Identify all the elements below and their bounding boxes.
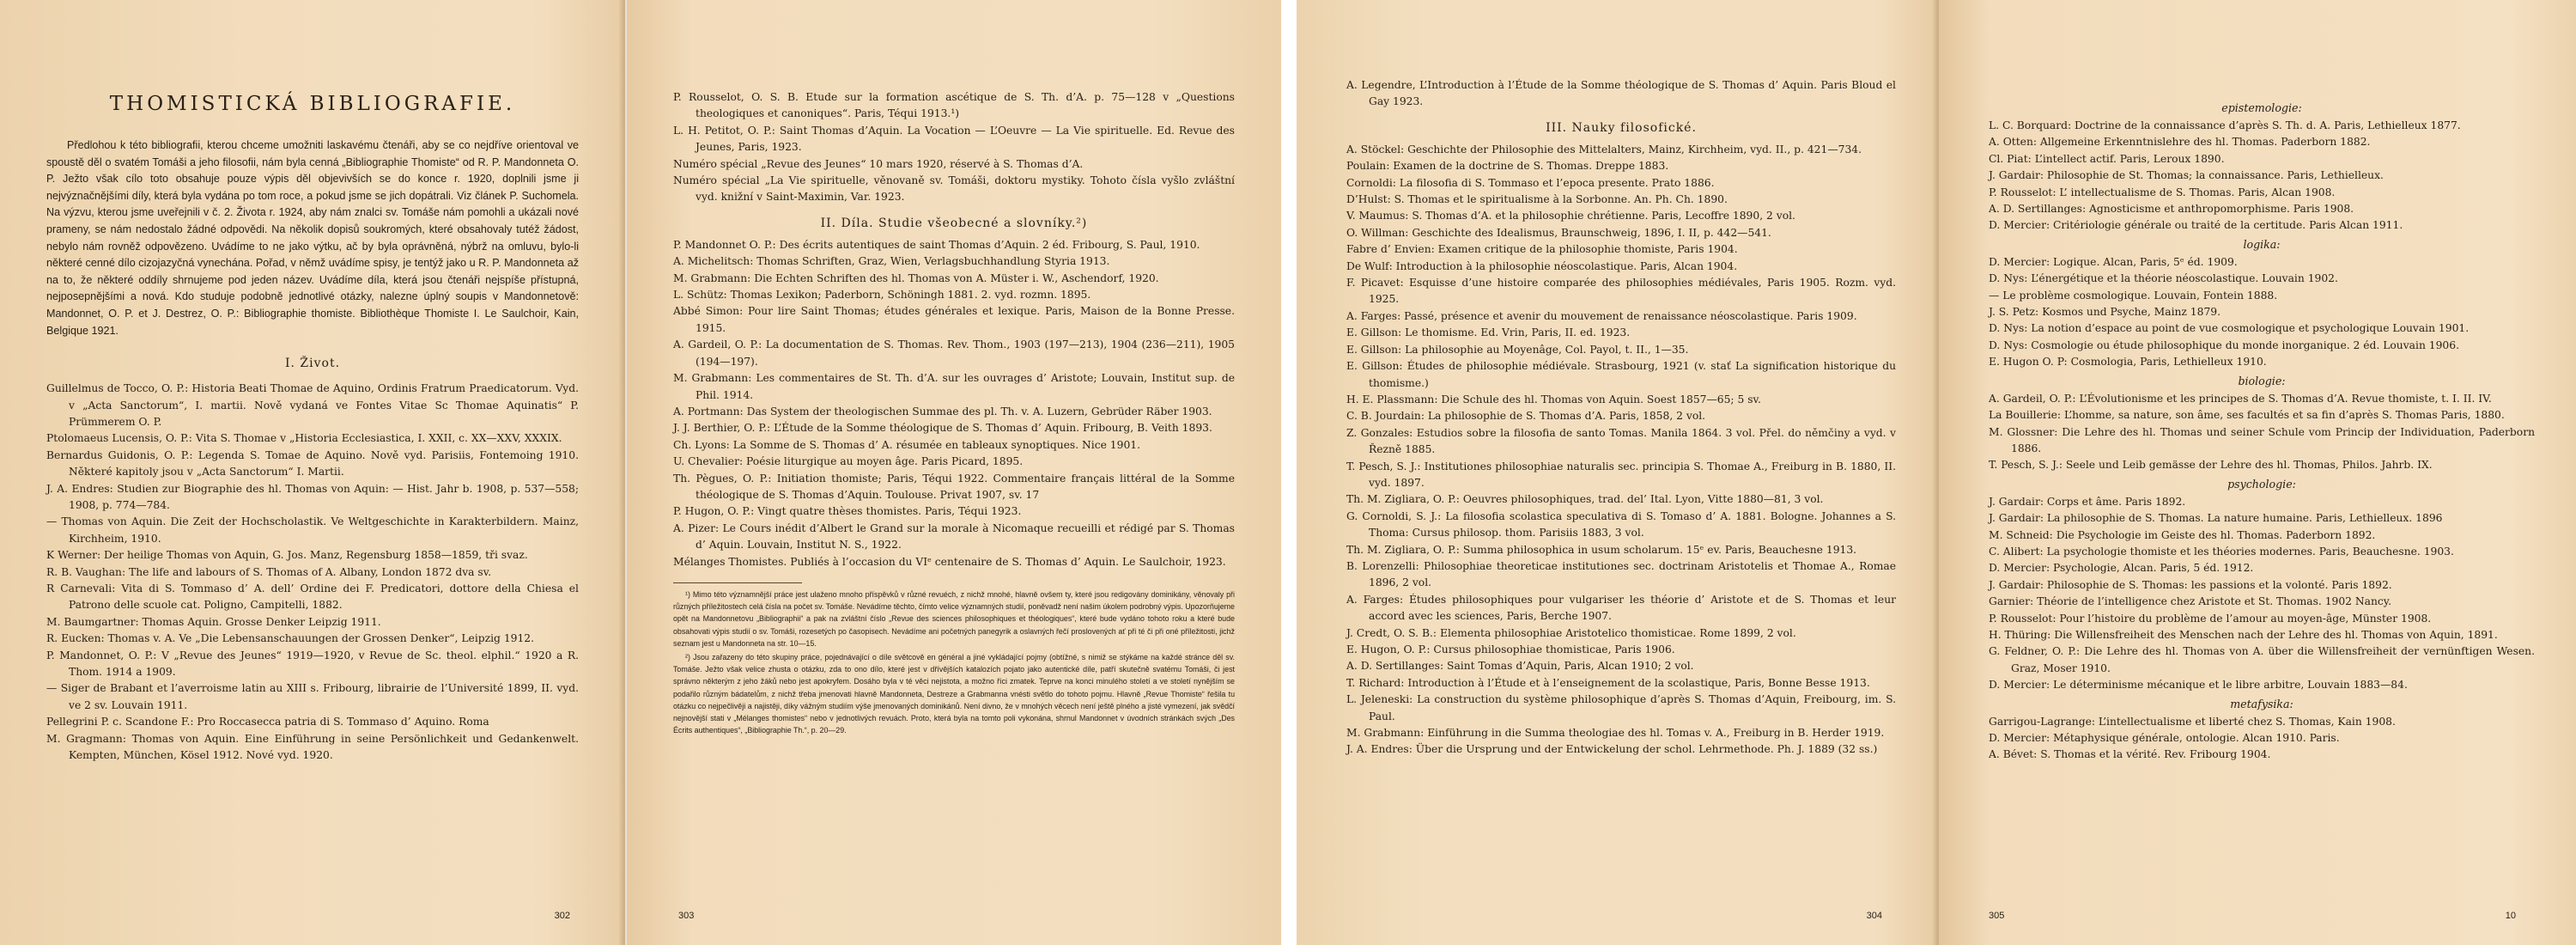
bib-entry: Th. Pègues, O. P.: Initiation thomiste; Paris, Téqui 1922. Commentaire français littéral de la Somme théologique de S. Thomas d’Aquin. Toulouse. Privat 1907, sv. 17 [673, 472, 1235, 501]
bib-entry: — Thomas von Aquin. Die Zeit der Hochscholastik. Ve Weltgeschichte in Karakterbildern. Mainz, Kirchheim, 1910. [46, 515, 579, 545]
category-heading: metafysika: [2230, 697, 2293, 710]
bib-entry: R. B. Vaughan: The life and labours of S. Thomas of A. Albany, London 1872 dva sv. [46, 565, 492, 578]
bib-entry: A. Farges: Études philosophiques pour vulgariser les théorie d’ Aristote et de S. Thomas et leur accord avec les sciences, Paris, Berche 1907. [1346, 593, 1896, 623]
bib-entry: J. J. Berthier, O. P.: L’Étude de la Somme théologique de S. Thomas d’ Aquin. Fribourg, B. Veith 1893. [673, 422, 1212, 435]
bib-entry: E. Hugon, O. P.: Cursus philosophiae thomisticae, Paris 1906. [1346, 643, 1675, 655]
group-biology [1989, 375, 2535, 474]
bib-entry: La Bouillerie: L’homme, sa nature, son âme, ses facultés et sa fin d’après S. Thomas Paris, 1880. [1989, 409, 2505, 422]
bib-entry: R Carnevali: Vita di S. Tommaso d’ A. dell’ Ordine dei F. Predicatori, dottore della Chiesa el Patrono delle scuole cat. Poligno, Campitelli, 1882. [46, 582, 579, 612]
bib-entry: M. Glossner: Die Lehre des hl. Thomas und seiner Schule vom Princip der Individuation, Paderborn 1886. [1989, 425, 2535, 454]
bib-entry: D. Nys: La notion d’espace au point de vue cosmologique et psychologique Louvain 1901. [1989, 322, 2470, 335]
category-entries [1989, 494, 2535, 694]
bib-entry: Poulain: Examen de la doctrine de S. Thomas. Dreppe 1883. [1346, 160, 1669, 173]
life-entries-continued [673, 89, 1235, 206]
bib-entry: L. Schütz: Thomas Lexikon; Paderborn, Schöningh 1881. 2. vyd. rozmn. 1895. [673, 289, 1091, 302]
bib-entry: G. Feldner, O. P.: Die Lehre des hl. Thomas von A. über die Willensfreiheit der vernünftigen Wesen. Graz, Moser 1910. [1989, 645, 2535, 674]
bib-entry: H. Thüring: Die Willensfreiheit des Menschen nach der Lehre des hl. Thomas von Aquin, 1891. [1989, 628, 2498, 641]
bib-entry: P. Mandonnet O. P.: Des écrits autentiques de saint Thomas d’Aquin. 2 éd. Fribourg, S. Paul, 1910. [673, 238, 1200, 251]
bib-entry: F. Picavet: Esquisse d’une histoire comparée des philosophies médiévales, Paris 1905. Rozm. vyd. 1925. [1346, 277, 1896, 306]
sheet-gap [1281, 0, 1297, 945]
bib-entry: M. Baumgartner: Thomas Aquin. Grosse Denker Leipzig 1911. [46, 615, 381, 628]
bib-entry: De Wulf: Introduction à la philosophie néoscolastique. Paris, Alcan 1904. [1346, 259, 1738, 272]
bib-entry: Th. M. Zigliara, O. P.: Oeuvres philosophiques, trad. del’ Ital. Lyon, Vitte 1880—81, 3 vol. [1346, 493, 1824, 506]
page-number: 305 [1989, 911, 2005, 921]
bib-entry: Fabre d’ Envien: Examen critique de la philosophie thomiste, Paris 1904. [1346, 243, 1738, 256]
works-entries-continued [1346, 77, 1896, 111]
bib-entry: E. Gillson: Études de philosophie médiévale. Strasbourg, 1921 (v. stať La signification historique du thomisme.) [1346, 360, 1896, 389]
category-entries [1989, 714, 2535, 764]
bib-entry: Guillelmus de Tocco, O. P.: Historia Beati Thomae de Aquino, Ordinis Fratrum Praedicatorum. Vyd. v „Acta Sanctorum“, I. martii. Nově vydaná ve Fontes Vitae Sc Thomae Aquinatis“ P. Prümmerem O. P. [46, 382, 579, 428]
group-logic [1989, 238, 2535, 371]
footnote: ¹) Mimo této významnější práce jest ulaženo mnoho příspěvků v různé revuéch, z nichž mnohé, hlavně ovšem ty, které jsou redigovány dominikány, věnovaly při různých příležitostech celá čísla na počet sv. Tomáše. Nevádíme těchto, čímto velice významných studií, poněvadž není našim úkolem podrobný výpis. Upozorňujeme opět na Mandonnetovu „Bibliographii“ a pak na zvláštní číslo „Revue des sciences philosophiques et théologiques“, které bude vydáno tohoto roku a které bude obsahovati výpis studií o sv. Tomáši, rozesetých po časopisech. Nevádíme ani početných panegyrik a oslavných řečí proslovených ať při té či při oné příležitosti, jichž seznam jest u Mandonneta na str. 10—15. [673, 589, 1235, 648]
bib-entry: — Le problème cosmologique. Louvain, Fontein 1888. [1989, 289, 2278, 302]
category-entries [1989, 254, 2535, 371]
bib-entry: V. Maumus: S. Thomas d’A. et la philosophie chrétienne. Paris, Lecoffre 1890, 2 vol. [1346, 210, 1795, 223]
bib-entry: A. D. Sertillanges: Saint Tomas d’Aquin, Paris, Alcan 1910; 2 vol. [1346, 660, 1694, 673]
bib-entry: A. Portmann: Das System der theologischen Summae des pl. Th. v. A. Luzern, Gebrüder Räber 1903. [673, 405, 1212, 418]
bib-entry: E. Hugon O. P: Cosmologia, Paris, Lethielleux 1910. [1989, 356, 2267, 369]
category-entries [1989, 391, 2535, 474]
bib-entry: T. Pesch, S. J.: Institutiones philosophiae naturalis sec. principia S. Thomae A., Freiburg in B. 1880, II. vyd. 1897. [1346, 460, 1896, 489]
bib-entry: L. H. Petitot, O. P.: Saint Thomas d’Aquin. La Vocation — L’Oeuvre — La Vie spirituelle. Ed. Revue des Jeunes, Paris, 1923. [673, 124, 1235, 154]
section-heading-works: II. Díla. Studie všeobecné a slovníky.²) [820, 216, 1088, 230]
bib-entry: Bernardus Guidonis, O. P.: Legenda S. Tomae de Aquino. Nově vyd. Parisiis, Fontemoing 1910. Některé kapitoly jsou v „Acta Sanctorum“ I. Martii. [46, 448, 579, 479]
category-heading: epistemologie: [2221, 101, 2302, 114]
bib-entry: J. Gardair: La philosophie de S. Thomas. La nature humaine. Paris, Lethielleux. 1896 [1989, 512, 2443, 525]
bib-entry: G. Cornoldi, S. J.: La filosofia scolastica speculativa di S. Tomaso d’ A. 1881. Bologne. Johannes a S. Thoma: Cursus philosop. thom. Parisiis 1883, 3 vol. [1346, 509, 1896, 540]
bib-entry: D’Hulst: S. Thomas et le spiritualisme à la Sorbonne. An. Ph. Ch. 1890. [1346, 193, 1728, 206]
bib-entry: M. Schneid: Die Psychologie im Geiste des hl. Thomas. Paderborn 1892. [1989, 528, 2376, 541]
bib-entry: T. Pesch, S. J.: Seele und Leib gemässe der Lehre des hl. Thomas, Philos. Jahrb. IX. [1989, 459, 2433, 472]
bib-entry: Garrigou-Lagrange: L’intellectualisme et liberté chez S. Thomas, Kain 1908. [1989, 715, 2396, 728]
bib-entry: Th. M. Zigliara, O. P.: Summa philosophica in usum scholarum. 15ᵉ ev. Paris, Beauchesne 1913. [1346, 543, 1857, 556]
bib-entry: J. A. Endres: Studien zur Biographie des hl. Thomas von Aquin: — Hist. Jahr b. 1908, p. 537—558; 1908, p. 774—784. [46, 482, 579, 511]
page-number: 302 [554, 911, 570, 921]
footnote: ²) Jsou zařazeny do této skupiny práce, pojednávající o díle světcově en général a jiné vykládající pojmy (obtížné, s nimiž se stýkáme na každé stránce děl sv. Tomáše. Ježto však velice zhusta o otázku, zda to ono dílo, které jest v dřívějších katalozích pojato jako autentické díle, patří skutečně svatému Tomáši, či jest správno některým z jeho žáků nebo jest apokryfem. Dosáho byla v té věci nejistota, a možno říci zmatek. Teprve na konci minulého století a ve století nynějším se podařilo různým bádatelům, z nichž třeba jmenovati hlavně Mandonneta, Destreze a Grabmanna vnésti světlo do tohoto pojmu. Hlavně „Revue Thomiste“ řešila tu otázku co nejpečlivěji a najistěji, díky vážným studiím výše jmenovaných dominikánů. Není divno, že v mnohých věcech není ještě plného a jisté vymezení, jak svědčí nejnovější stati v „Mélanges thomistes“ nebo v jednotlivých revuách. Proto, která byla na tomto poli vykonána, shrnul Mandonnet v úvodních stránkách svých „Des Écrits authentiques“, „Bibliographie Th.“, p. 20—29. [673, 652, 1235, 735]
bib-entry: J. A. Endres: Über die Ursprung und der Entwickelung der schol. Lehrmethode. Ph. J. 1889 (32 ss.) [1346, 743, 1878, 756]
bib-entry: M. Grabmann: Les commentaires de St. Th. d’A. sur les ouvrages d’ Aristote; Louvain, Institut sup. de Phil. 1914. [673, 372, 1235, 401]
bib-entry: A. Gardeil, O. P.: La documentation de S. Thomas. Rev. Thom., 1903 (197—213), 1904 (236—211), 1905 (194—197). [673, 338, 1235, 368]
bib-entry: L. C. Borquard: Doctrine de la connaissance d’après S. Th. d. A. Paris, Lethielleux 1877. [1989, 119, 2461, 131]
bib-entry: C. Alibert: La psychologie thomiste et les théories modernes. Paris, Beauchesne. 1903. [1989, 545, 2454, 558]
category-heading: psychologie: [2227, 477, 2296, 491]
bib-entry: Cl. Piat: L’intellect actif. Paris, Leroux 1890. [1989, 152, 2225, 165]
bib-entry: P. Rousselot, O. S. B. Etude sur la formation ascétique de S. Th. d’A. p. 75—128 v „Questions theologiques et canoniques“. Paris, Téqui 1913.¹) [673, 91, 1235, 120]
bib-entry: P. Rousselot: Pour l’histoire du problème de l’amour au moyen-âge, Münster 1908. [1989, 612, 2432, 625]
bib-entry: Garnier: Théorie de l’intelligence chez Aristote et St. Thomas. 1902 Nancy. [1989, 595, 2392, 608]
page-302 [0, 0, 625, 945]
bib-entry: D. Mercier: Psychologie, Alcan. Paris, 5 éd. 1912. [1989, 562, 2254, 575]
bib-entry: R. Eucken: Thomas v. A. Ve „Die Lebensanschauungen der Grossen Denker“, Leipzig 1912. [46, 632, 535, 645]
bib-entry: Abbé Simon: Pour lire Saint Thomas; études générales et lexique. Paris, Maison de la Bonne Presse. 1915. [673, 305, 1235, 334]
bib-entry: U. Chevalier: Poésie liturgique au moyen âge. Paris Picard, 1895. [673, 455, 1024, 468]
bib-entry: L. Jeleneski: La construction du système philosophique d’après S. Thomas d’Aquin, Freibourg, im. S. Paul. [1346, 693, 1896, 722]
bib-entry: A. Bévet: S. Thomas et la vérité. Rev. Fribourg 1904. [1989, 748, 2271, 761]
bib-entry: J. Gardair: Philosophie de St. Thomas; la connaissance. Paris, Lethielleux. [1989, 169, 2384, 182]
philosophy-entries [1346, 142, 1896, 759]
bibliography-title: THOMISTICKÁ BIBLIOGRAFIE. [109, 93, 516, 115]
bib-entry: J. S. Petz: Kosmos und Psyche, Mainz 1879. [1989, 306, 2221, 319]
bib-entry: E. Gillson: Le thomisme. Ed. Vrin, Paris, II. ed. 1923. [1346, 326, 1631, 339]
category-heading: biologie: [2238, 374, 2286, 387]
bib-entry: H. E. Plassmann: Die Schule des hl. Thomas von Aquin. Soest 1857—65; 5 sv. [1346, 393, 1761, 405]
bib-entry: J. Credt, O. S. B.: Elementa philosophiae Aristotelico thomisticae. Rome 1899, 2 vol. [1346, 626, 1796, 639]
group-metaphysics [1989, 698, 2535, 764]
works-entries [673, 237, 1235, 570]
bib-entry: A. Farges: Passé, présence et avenir du mouvement de renaissance néoscolastique. Paris 1909. [1346, 309, 1857, 322]
page-number: 304 [1866, 911, 1882, 921]
bib-entry: M. Grabmann: Einführung in die Summa theologiae des hl. Tomas v. A., Freiburg in B. Herder 1919. [1346, 727, 1885, 740]
bib-entry: A. Otten: Allgemeine Erkenntnislehre des hl. Thomas. Paderborn 1882. [1989, 136, 2371, 149]
bib-entry: Ch. Lyons: La Somme de S. Thomas d’ A. résumée en tableaux synoptiques. Nice 1901. [673, 438, 1141, 451]
section-heading-life: I. Život. [284, 357, 341, 371]
bib-entry: M. Gragmann: Thomas von Aquin. Eine Einführung in seine Persönlichkeit und Gedankenwelt. Kempten, München, Kösel 1912. Nové vyd. 1920. [46, 732, 579, 762]
bib-entry: J. Gardair: Corps et âme. Paris 1892. [1989, 495, 2186, 508]
bib-entry: Ptolomaeus Lucensis, O. P.: Vita S. Thomae v „Historia Ecclesiastica, I. XXII, c. XX—XXV, XXXIX. [46, 432, 562, 445]
bib-entry: D. Nys: L’énergétique et la théorie néoscolastique. Louvain 1902. [1989, 272, 2338, 285]
bib-entry: D. Mercier: Métaphysique générale, ontologie. Alcan 1910. Paris. [1989, 732, 2340, 744]
bib-entry: Numéro spécial „Revue des Jeunes“ 10 mars 1920, réservé à S. Thomas d’A. [673, 157, 1084, 170]
bib-entry: P. Hugon, O. P.: Vingt quatre thèses thomistes. Paris, Téqui 1923. [673, 505, 1022, 518]
bib-entry: M. Grabmann: Die Echten Schriften des hl. Thomas von A. Müster i. W., Aschendorf, 1920. [673, 271, 1159, 284]
bib-entry: D. Nys: Cosmologie ou étude philosophique du monde inorganique. 2 éd. Louvain 1906. [1989, 338, 2459, 351]
bib-entry: C. B. Jourdain: La philosophie de S. Thomas d’A. Paris, 1858, 2 vol. [1346, 410, 1706, 423]
bib-entry: E. Gillson: La philosophie au Moyenâge, Col. Payol, t. II., 1—35. [1346, 343, 1689, 356]
bib-entry: D. Mercier: Le déterminisme mécanique et le libre arbitre, Louvain 1883—84. [1989, 679, 2408, 692]
bib-entry: P. Rousselot: L’ intellectualisme de S. Thomas. Paris, Alcan 1908. [1989, 186, 2336, 198]
bib-entry: A. Legendre, L’Introduction à l’Étude de la Somme théologique de S. Thomas d’ Aquin. Paris Bloud el Gay 1923. [1346, 79, 1896, 108]
sheet-number: 10 [2505, 911, 2516, 921]
bib-entry: P. Mandonnet, O. P.: V „Revue des Jeunes“ 1919—1920, v Revue de Sc. theol. elphil.“ 1920 a R. Thom. 1914 a 1909. [46, 649, 579, 679]
bib-entry: T. Richard: Introduction à l’Étude et à l’enseignement de la scolastique, Paris, Bonne Besse 1913. [1346, 676, 1870, 689]
bib-entry: J. Gardair: Philosophie de S. Thomas: les passions et la volonté. Paris 1892. [1989, 578, 2392, 591]
footnote-divider [673, 582, 802, 583]
bib-entry: Numéro spécial „La Vie spirituelle, věnovaně sv. Tomáši, doktoru mystiky. Tohoto čísla vyšlo zvláštní vyd. knižní v Saint-Maximin, Var. 1923. [673, 174, 1235, 204]
bib-entry: Z. Gonzales: Estudios sobre la filosofia de santo Tomas. Manila 1864. 3 vol. Přel. do němčiny a vyd. v Řezně 1885. [1346, 426, 1896, 456]
bib-entry: K Werner: Der heilige Thomas von Aquin, G. Jos. Manz, Regensburg 1858—1859, tři svaz. [46, 549, 528, 562]
intro-paragraph: Předlohou k této bibliografii, kterou chceme umožniti laskavému čtenáři, aby se co nejdříve orientoval ve spoustě děl o svatém Tomáši a jeho filosofii, nám byla cenná „Bibliographie Thomiste“ od R. P. Mandonneta O. P. Ježto však cílo toto obsahuje pouze výpis děl objevivších se do konce r. 1920, doplnili jsme ji nejvýznačnějšími díly, která byla vydána po tom roce, a pokud jsme se jich dopátrali. Viz článek P. Suchomela. Na výzvu, kterou jsme uveřejnili v č. 2. Života r. 1924, aby nám znalci sv. Tomáše nám pomohli a ukázali nové prameny, se nám nedostalo žádné odpovědi. Na několik dopisů soukromých, které obsahovaly tutéž žádost, nebylo nám rovněž odpovězeno. Uvádíme to ne jako výtku, ač by byla oprávněná, nýbrž na omluvu, bylo-li některé cenné dílo cizojazyčná vynechána. Pořad, v němž uvádíme spisy, je tentýž jako u R. P. Mandonneta až na to, že některé oddíly shrnujeme pod jeden název. Uvádíme díla, která jsou čtenáři nejspíše přístupná, nejposepnějšími a nová. Kdo studuje podobně jednotlivé otázky, nalezne úplný soupis v Mandonnetově: Mandonnet, O. P. et J. Destrez, O. P.: Bibliographie thomiste. Bibliothèque Thomiste I. Le Saulchoir, Kain, Belgique 1921. [46, 139, 579, 337]
bib-entry: — Siger de Brabant et l’averroisme latin au XIII s. Fribourg, librairie de l’Université 1899, II. vyd. ve 2 sv. Louvain 1911. [46, 682, 579, 711]
bib-entry: Cornoldi: La filosofia di S. Tommaso et l’epoca presente. Prato 1886. [1346, 176, 1715, 189]
page-number: 303 [678, 911, 695, 921]
bib-entry: Mélanges Thomistes. Publiés à l’occasion du VIᵉ centenaire de S. Thomas d’ Aquin. Le Saulchoir, 1923. [673, 555, 1226, 568]
bib-entry: O. Willman: Geschichte des Idealismus, Braunschweig, 1896, I. II, p. 442—541. [1346, 226, 1771, 239]
group-psychology [1989, 478, 2535, 694]
category-entries [1989, 118, 2535, 235]
bib-entry: Pellegrini P. c. Scandone F.: Pro Roccasecca patria di S. Tommaso d’ Aquino. Roma [46, 716, 489, 729]
bib-entry: A. Michelitsch: Thomas Schriften, Graz, Wien, Verlagsbuchhandlung Styria 1913. [673, 255, 1110, 268]
group-epistemology [1989, 101, 2535, 235]
bib-entry: B. Lorenzelli: Philosophiae theoreticae institutiones sec. doctrinam Aristotelis et Thomae A., Romae 1896, 2 vol. [1346, 559, 1896, 589]
page-305 [1939, 0, 2576, 945]
bib-entry: A. Stöckel: Geschichte der Philosophie des Mittelalters, Mainz, Kirchheim, vyd. II., p. 421—734. [1346, 143, 1862, 155]
bib-entry: D. Mercier: Logique. Alcan, Paris, 5ᵉ éd. 1909. [1989, 255, 2238, 268]
category-heading: logika: [2243, 237, 2281, 251]
section-heading-philosophy: III. Nauky filosofické. [1546, 120, 1697, 135]
page-303 [627, 0, 1281, 945]
bib-entry: A. D. Sertillanges: Agnosticisme et anthropomorphisme. Paris 1908. [1989, 203, 2354, 216]
bib-entry: A. Pizer: Le Cours inédit d’Albert le Grand sur la morale à Nicomaque recueilli et rédigé par S. Thomas d’ Aquin. Louvain, Institut N. S., 1922. [673, 521, 1235, 552]
bib-entry: D. Mercier: Critériologie générale ou traité de la certitude. Paris Alcan 1911. [1989, 219, 2403, 232]
page-304 [1297, 0, 1939, 945]
bib-entry: A. Gardeil, O. P.: L’Évolutionisme et les principes de S. Thomas d’A. Revue thomiste, t. I. II. IV. [1989, 392, 2492, 405]
life-entries [46, 381, 579, 764]
